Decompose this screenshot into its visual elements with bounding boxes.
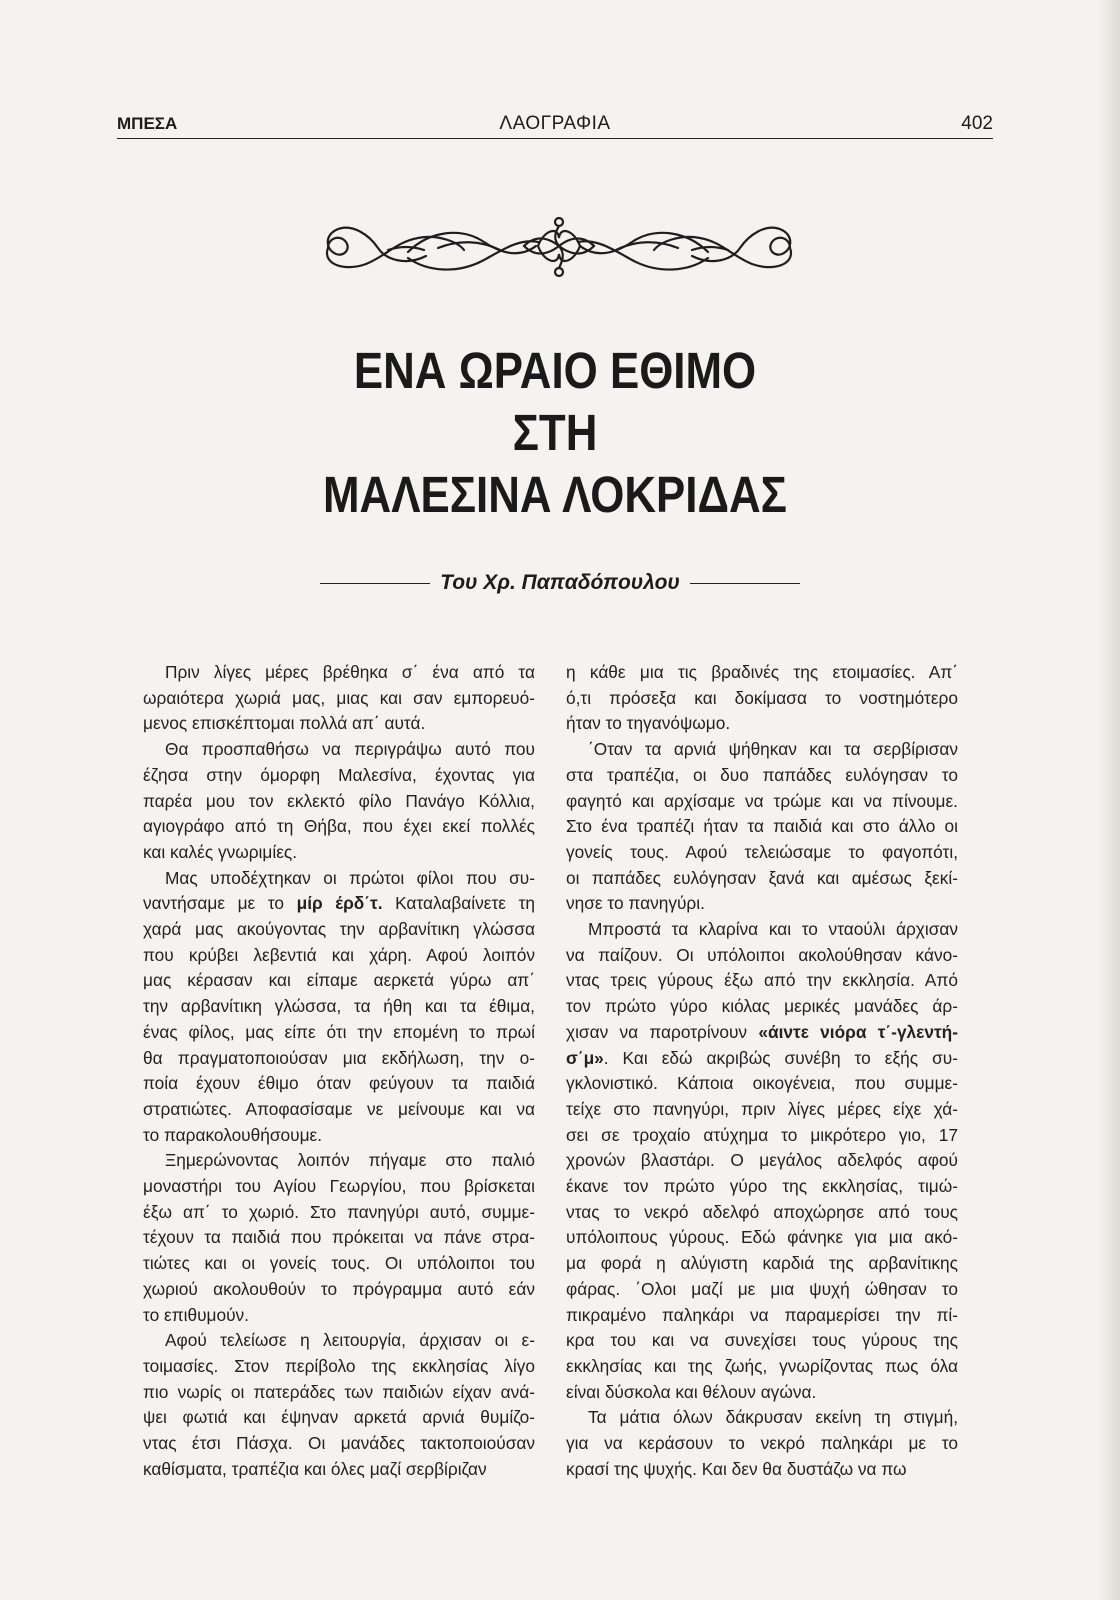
paragraph	[143, 737, 535, 866]
text-line: στα τραπέζια, οι δυο παπάδες ευλόγησαν το	[566, 764, 958, 785]
text-line: τιώτες και οι γονείς τους. Οι υπόλοιποι του	[143, 1253, 535, 1274]
text-line: μα φορά η αλύγιστη καρδιά της αρβανίτικης	[566, 1253, 958, 1274]
paragraph	[143, 660, 535, 737]
text-line: χωριού ακολουθούν το πρόγραμμα αυτό εάν	[143, 1278, 535, 1299]
highlighted-phrase: «άιντε νιόρα τ΄-γλεντή-	[758, 1021, 958, 1042]
text-line: πιο νωρίς οι πατεράδες των παιδιών είχαν ανά-	[143, 1381, 535, 1402]
highlighted-phrase: μίρ έρδ΄τ.	[296, 893, 383, 914]
page-number: 402	[961, 113, 993, 134]
text-line: Τα μάτια όλων δάκρυσαν εκείνη τη στιγμή,	[588, 1407, 958, 1428]
title-line-1: ΕΝΑ ΩΡΑΙΟ ΕΘΙΜΟ	[353, 342, 757, 399]
text-line: σ΄μ». Και εδώ ακριβώς συνέβη το εξής συ-	[566, 1047, 958, 1068]
text-line: Αφού τελείωσε η λειτουργία, άρχισαν οι ε-	[165, 1330, 535, 1351]
text-line: μας κέρασαν και είπαμε αερκετά γύρω απ΄	[143, 970, 535, 991]
paragraph	[566, 917, 958, 1405]
header-section: ΛΑΟΓΡΑΦΙΑ	[499, 113, 611, 134]
author-name: Του Χρ. Παπαδόπουλου	[440, 571, 680, 594]
text-line: ψει φωτιά και έψηναν αρκετά αρνιά θυμίζο-	[143, 1407, 535, 1428]
text-line: έξω απ΄ το χωριό. Στο πανηγύρι αυτό, συμμε-	[143, 1201, 535, 1222]
text-line: η κάθε μια τις βραδινές της ετοιμασίες. Απ΄	[566, 662, 958, 682]
text-line: φαγητό και αρχίσαμε να τρώμε και να πίνουμε.	[566, 790, 958, 811]
running-header	[117, 112, 993, 140]
page-edge-shadow	[1098, 0, 1120, 1600]
text-line: ντας τρεις γύρους έξω από την εκκλησία. Από	[566, 970, 958, 991]
text-line: Πριν λίγες μέρες βρέθηκα σ΄ ένα από τα	[165, 662, 535, 682]
text-line: τοιμασίες. Στον περίβολο της εκκλησίας λίγο	[143, 1355, 535, 1376]
text-line: ό,τι πρόσεξα και δοκίμασα το νοστημότερο	[566, 687, 958, 708]
text-line: για να κεράσουν το νεκρό παληκάρι με το	[566, 1433, 958, 1454]
article-column-left	[143, 660, 535, 1483]
text-line: και καλές γνωριμίες.	[143, 841, 298, 862]
paragraph	[143, 866, 535, 1149]
text-line: χισαν να παροτρίνουν «άιντε νιόρα τ΄-γλεντή-	[566, 1021, 958, 1042]
text-line: καθίσματα, τραπέζια και όλες μαζί σερβίριζαν	[143, 1458, 487, 1479]
text-line: την αρβανίτικη γλώσσα, τα ήθη και τα έθιμα,	[143, 996, 535, 1017]
text-line: ήταν το τηγανόψωμο.	[566, 713, 731, 734]
header-magazine-name: ΜΠΕΣΑ	[117, 114, 178, 133]
article-title	[207, 340, 904, 526]
text-line: παρέα μου τον εκλεκτό φίλο Πανάγο Κόλλια,	[143, 790, 535, 811]
paragraph	[566, 737, 958, 917]
text-line: χαρά μας ακούγοντας την αρβανίτικη γλώσσα	[143, 919, 535, 940]
text-line: το επιθυμούν.	[143, 1304, 249, 1325]
header-rule	[117, 138, 993, 139]
text-line: τον πρώτο γύρο κιόλας μερικές μανάδες άρ-	[566, 996, 958, 1017]
text-line: πικραμένο παληκάρι να παραμερίσει την πί-	[566, 1304, 958, 1325]
text-line: τέχουν τα παιδιά που πρόκειται να πάνε στρα-	[143, 1227, 535, 1248]
text-line: Ξημερώνοντας λοιπόν πήγαμε στο παλιό	[165, 1150, 535, 1171]
text-line: γονείς τους. Αφού τελειώσαμε το φαγοπότι,	[566, 841, 958, 862]
text-line: ποία έχουν έθιμο όταν φεύγουν τα παιδιά	[143, 1073, 535, 1094]
text-line: γκλονιστικό. Κάποια οικογένεια, που συμμε-	[566, 1073, 958, 1094]
text-line: Μπροστά τα κλαρίνα και το νταούλι άρχισαν	[588, 919, 958, 940]
text-line: να παίζουν. Οι υπόλοιποι ακολούθησαν κάνο-	[566, 944, 958, 965]
text-line: θα πραγματοποιούσαν μια εκδήλωση, την ο-	[143, 1047, 535, 1068]
text-line: νησε το πανηγύρι.	[566, 893, 705, 914]
text-line: ΄Οταν τα αρνιά ψήθηκαν και τα σερβίρισαν	[588, 739, 958, 760]
text-line: σει σε τροχαίο ατύχημα το μικρότερο γιο, 17	[566, 1124, 958, 1145]
text-line: ένας φίλος, μας είπε ότι την επομένη το πρωί	[143, 1021, 535, 1042]
byline	[300, 568, 820, 598]
text-line: υπόλοιπους γύρους. Εδώ φάνηκε για μια ακό-	[566, 1227, 958, 1248]
text-line: κρα του και να συνεχίσει τους γύρους της	[566, 1330, 958, 1351]
text-line: τείχε στο πανηγύρι, πριν λίγες μέρες είχε χά-	[566, 1098, 958, 1119]
highlighted-phrase: σ΄μ»	[566, 1047, 604, 1068]
byline-rule-right	[690, 583, 800, 584]
text-line: ντας έτσι Πάσχα. Οι μανάδες τακτοποιούσαν	[143, 1433, 535, 1454]
text-line: μενος επισκέπτομαι πολλά απ΄ αυτά.	[143, 713, 426, 734]
text-line: οι παπάδες ευλόγησαν ξανά και αμέσως ξεκί-	[566, 867, 958, 888]
title-line-3: ΜΑΛΕΣΙΝΑ ΛΟΚΡΙΔΑΣ	[323, 466, 787, 523]
text-line: το παρακολουθήσουμε.	[143, 1124, 323, 1145]
text-line: μοναστήρι του Αγίου Γεωργίου, που βρίσκεται	[143, 1176, 535, 1197]
text-line: αγιογράφο από τη Θήβα, που έχει εκεί πολλές	[143, 816, 535, 837]
text-line: Στο ένα τραπέζι ήταν τα παιδιά και στο άλλο οι	[566, 816, 958, 837]
text-line: χρονών βλαστάρι. Ο μεγάλος αδελφός αφού	[566, 1150, 958, 1171]
text-line: που κρύβει λεβεντιά και χάρη. Αφού λοιπόν	[143, 944, 535, 965]
text-line: στρατιώτες. Αποφασίσαμε νε μείνουμε και να	[143, 1098, 535, 1119]
text-line: είναι δύσκολα και θέλουν αγώνα.	[566, 1381, 817, 1402]
decorative-scroll-ornament-icon	[288, 212, 830, 282]
text-line: ωραιότερα χωριά μας, μιας και σαν εμπορευό-	[143, 687, 535, 708]
text-line: Μας υποδέχτηκαν οι πρώτοι φίλοι που συ-	[165, 867, 535, 888]
paragraph	[143, 1148, 535, 1328]
text-line: εκκλησίας και της ζωής, γνωρίζοντας πως όλα	[566, 1355, 958, 1376]
text-line: έκανε τον πρώτο γύρο της εκκλησίας, τιμώ-	[566, 1176, 958, 1197]
byline-rule-left	[320, 583, 430, 584]
title-line-2: ΣΤΗ	[512, 404, 598, 461]
text-line: κρασί της ψυχής. Και δεν θα δυστάζω να πω	[566, 1458, 907, 1479]
text-line: ντας το νεκρό αδελφό αποχώρησε από τους	[566, 1201, 958, 1222]
paragraph	[566, 1405, 958, 1482]
text-line: ναντήσαμε με το μίρ έρδ΄τ. Καταλαβαίνετε τη	[143, 893, 536, 914]
text-line: Θα προσπαθήσω να περιγράψω αυτό που	[165, 739, 535, 760]
text-line: έζησα στην όμορφη Μαλεσίνα, έχοντας για	[143, 764, 535, 785]
article-column-right	[566, 660, 958, 1483]
paragraph	[566, 660, 958, 737]
text-line: φάρας. ΄Ολοι μαζί με μια ψυχή ώθησαν το	[566, 1278, 958, 1299]
paragraph	[143, 1328, 535, 1482]
